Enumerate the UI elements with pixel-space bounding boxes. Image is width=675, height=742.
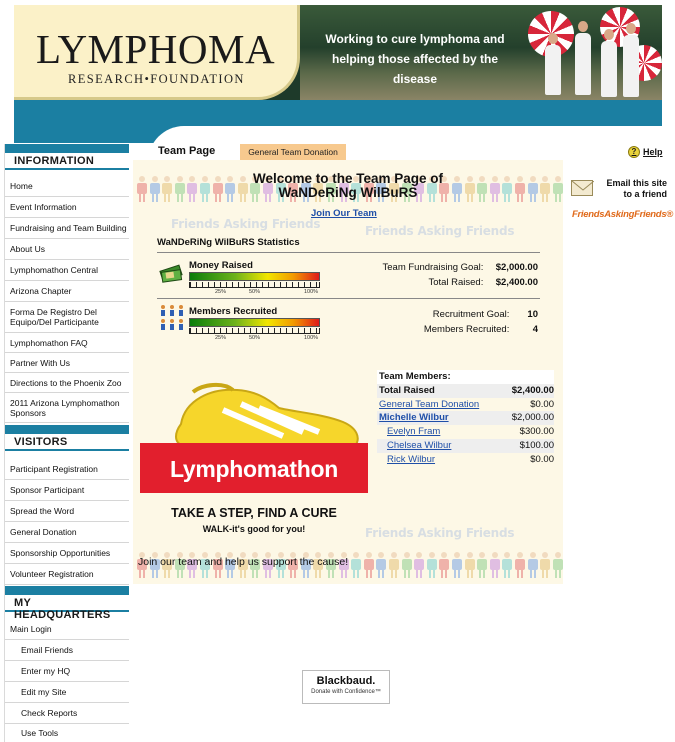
total-raised-row-label: Total Raised xyxy=(379,384,435,396)
welcome-heading xyxy=(133,172,563,200)
sidebar-item-enter-hq[interactable]: Enter my HQ xyxy=(5,661,129,682)
money-raised-label: Money Raised xyxy=(189,260,253,271)
members-recruited-label: Members Recruited xyxy=(189,306,278,317)
sidebar-heading-headquarters: MY HEADQUARTERS xyxy=(5,586,129,612)
pct-label: 25% xyxy=(215,335,227,341)
total-raised-row-value: $2,400.00 xyxy=(511,384,554,396)
kid-figure xyxy=(414,552,424,578)
members-progress-ruler xyxy=(189,328,320,334)
kid-figure xyxy=(402,552,412,578)
kid-figure xyxy=(389,552,399,578)
foundation-logo[interactable] xyxy=(14,5,300,100)
members-progress-bar xyxy=(189,318,320,327)
team-page-content xyxy=(133,160,563,584)
sidebar-item-fundraising[interactable]: Fundraising and Team Building xyxy=(5,218,129,239)
email-friend-text xyxy=(595,178,667,200)
sidebar-item-lymphomathon-central[interactable]: Lymphomathon Central xyxy=(5,260,129,281)
table-row xyxy=(377,398,554,412)
member-amount: $0.00 xyxy=(530,398,554,410)
event-logo-text: Lymphomathon xyxy=(169,456,339,482)
sidebar-item-edit-site[interactable]: Edit my Site xyxy=(5,682,129,703)
sidebar-item-sponsors[interactable]: 2011 Arizona Lymphomathon Sponsors xyxy=(5,393,129,423)
sidebar-item-volunteer[interactable]: Volunteer Registration xyxy=(5,564,129,585)
fundraising-stats xyxy=(383,260,539,290)
team-goal-label: Team Fundraising Goal: xyxy=(382,262,484,273)
member-link[interactable]: Rick Wilbur xyxy=(387,453,436,465)
kid-figure xyxy=(465,552,475,578)
member-link[interactable]: Evelyn Fram xyxy=(387,426,441,438)
total-raised-value: $2,400.00 xyxy=(495,277,538,288)
sidebar-item-sponsorship[interactable]: Sponsorship Opportunities xyxy=(5,543,129,564)
sidebar-item-directions[interactable]: Directions to the Phoenix Zoo xyxy=(5,373,129,393)
kid-figure xyxy=(515,552,525,578)
friends-asking-friends-logo[interactable]: FriendsAskingFriends® xyxy=(572,209,673,220)
event-tagline: TAKE A STEP, FIND A CURE xyxy=(171,506,337,520)
welcome-line: Welcome to the Team Page of xyxy=(252,171,444,186)
watermark-text: Friends Asking Friends xyxy=(365,526,515,540)
kid-figure xyxy=(439,552,449,578)
sidebar-item-email-friends[interactable]: Email Friends xyxy=(5,640,129,661)
kid-figure xyxy=(427,552,437,578)
sidebar-item-registro[interactable]: Forma De Registro Del Equipo/Del Participante xyxy=(5,302,129,333)
team-members-header: Team Members: xyxy=(377,370,554,384)
member-link[interactable]: General Team Donation xyxy=(379,398,480,410)
logo-subtitle: RESEARCH•FOUNDATION xyxy=(68,72,245,86)
kid-figure xyxy=(540,552,550,578)
kid-figure xyxy=(553,552,563,578)
pct-label: 100% xyxy=(304,335,319,341)
kid-figure xyxy=(490,552,500,578)
email-friend-line: Email this site xyxy=(606,178,667,188)
kid-figure xyxy=(502,552,512,578)
sidebar-item-arizona-chapter[interactable]: Arizona Chapter xyxy=(5,281,129,302)
kid-figure xyxy=(351,552,361,578)
members-recruited-count-label: Members Recruited: xyxy=(423,324,510,335)
pct-label: 100% xyxy=(304,289,319,295)
watermark-text: Friends Asking Friends xyxy=(171,217,321,231)
member-amount: $2,000.00 xyxy=(511,412,554,424)
table-row xyxy=(377,439,554,453)
sidebar-item-about-us[interactable]: About Us xyxy=(5,239,129,260)
sidebar-item-faq[interactable]: Lymphomathon FAQ xyxy=(5,333,129,353)
divider xyxy=(157,252,540,253)
email-friend-line: to a friend xyxy=(623,189,667,199)
stats-title: WaNDeRiNg WilBuRS Statistics xyxy=(157,237,300,248)
table-row xyxy=(377,411,554,425)
sidebar-item-event-information[interactable]: Event Information xyxy=(5,197,129,218)
sidebar-item-participant-registration[interactable]: Participant Registration xyxy=(5,459,129,480)
event-subtagline: WALK-it's good for you! xyxy=(202,524,306,534)
recruitment-stats xyxy=(424,307,538,337)
pct-label: 25% xyxy=(215,289,227,295)
members-icon xyxy=(159,304,185,332)
captain-link[interactable]: Michelle Wilbur xyxy=(379,412,449,424)
team-members-table xyxy=(377,370,554,467)
help-link[interactable] xyxy=(628,146,663,158)
help-icon: ? xyxy=(628,146,640,158)
total-raised-row xyxy=(377,384,554,398)
pct-label: 50% xyxy=(249,335,261,341)
total-raised-label: Total Raised: xyxy=(428,277,484,288)
sidebar-item-check-reports[interactable]: Check Reports xyxy=(5,703,129,724)
member-amount: $300.00 xyxy=(519,426,554,438)
sidebar-item-main-login[interactable]: Main Login xyxy=(5,619,129,640)
member-link[interactable]: Chelsea Wilbur xyxy=(387,439,452,451)
member-amount: $100.00 xyxy=(519,439,554,451)
sidebar-item-use-tools[interactable]: Use Tools xyxy=(21,728,59,738)
watermark-text: Friends Asking Friends xyxy=(365,224,515,238)
divider xyxy=(157,298,540,299)
table-row xyxy=(377,453,554,467)
blackbaud-tagline: Donate with Confidence™ xyxy=(311,689,381,695)
tab-team-page[interactable]: Team Page xyxy=(158,145,216,157)
team-goal-value: $2,000.00 xyxy=(495,262,538,273)
join-team-link[interactable]: Join Our Team xyxy=(311,208,377,219)
header-tagline: Working to cure lymphoma and helping those affected by the disease xyxy=(325,32,505,86)
members-recruited-value: 4 xyxy=(532,324,538,335)
logo-title: LYMPHOMA xyxy=(36,26,276,72)
kid-figure xyxy=(376,552,386,578)
join-team-text: Join our team and help us support the cause! xyxy=(138,556,349,568)
team-name: WaNDeRiNg WilBuRS xyxy=(278,185,418,200)
pct-label: 50% xyxy=(249,289,261,295)
table-row xyxy=(377,425,554,439)
kid-figure xyxy=(477,552,487,578)
kid-figure xyxy=(452,552,462,578)
site-header xyxy=(14,5,662,100)
sidebar-item-spread-the-word[interactable]: Spread the Word xyxy=(5,501,129,522)
envelope-icon xyxy=(571,180,593,196)
recruit-goal-label: Recruitment Goal: xyxy=(432,309,510,320)
kid-figure xyxy=(528,552,538,578)
sidebar-item-partner[interactable]: Partner With Us xyxy=(5,353,129,373)
blackbaud-name: Blackbaud. xyxy=(316,675,376,687)
sidebar xyxy=(4,144,128,742)
member-amount: $0.00 xyxy=(530,453,554,465)
help-label: Help xyxy=(643,147,663,157)
blackbaud-badge[interactable] xyxy=(302,670,390,704)
tab-general-team-donation[interactable]: General Team Donation xyxy=(240,144,346,160)
money-progress-bar xyxy=(189,272,320,281)
email-friend-link[interactable] xyxy=(571,178,667,202)
sidebar-heading-information: INFORMATION xyxy=(5,144,129,170)
sidebar-item-home[interactable]: Home xyxy=(5,176,129,197)
money-icon xyxy=(159,262,183,284)
sidebar-item-sponsor-participant[interactable]: Sponsor Participant xyxy=(5,480,129,501)
money-progress-ruler xyxy=(189,282,320,288)
sidebar-item-general-donation[interactable]: General Donation xyxy=(5,522,129,543)
recruit-goal-value: 10 xyxy=(527,309,538,320)
kid-figure xyxy=(364,552,374,578)
sidebar-heading-visitors: VISITORS xyxy=(5,425,129,451)
